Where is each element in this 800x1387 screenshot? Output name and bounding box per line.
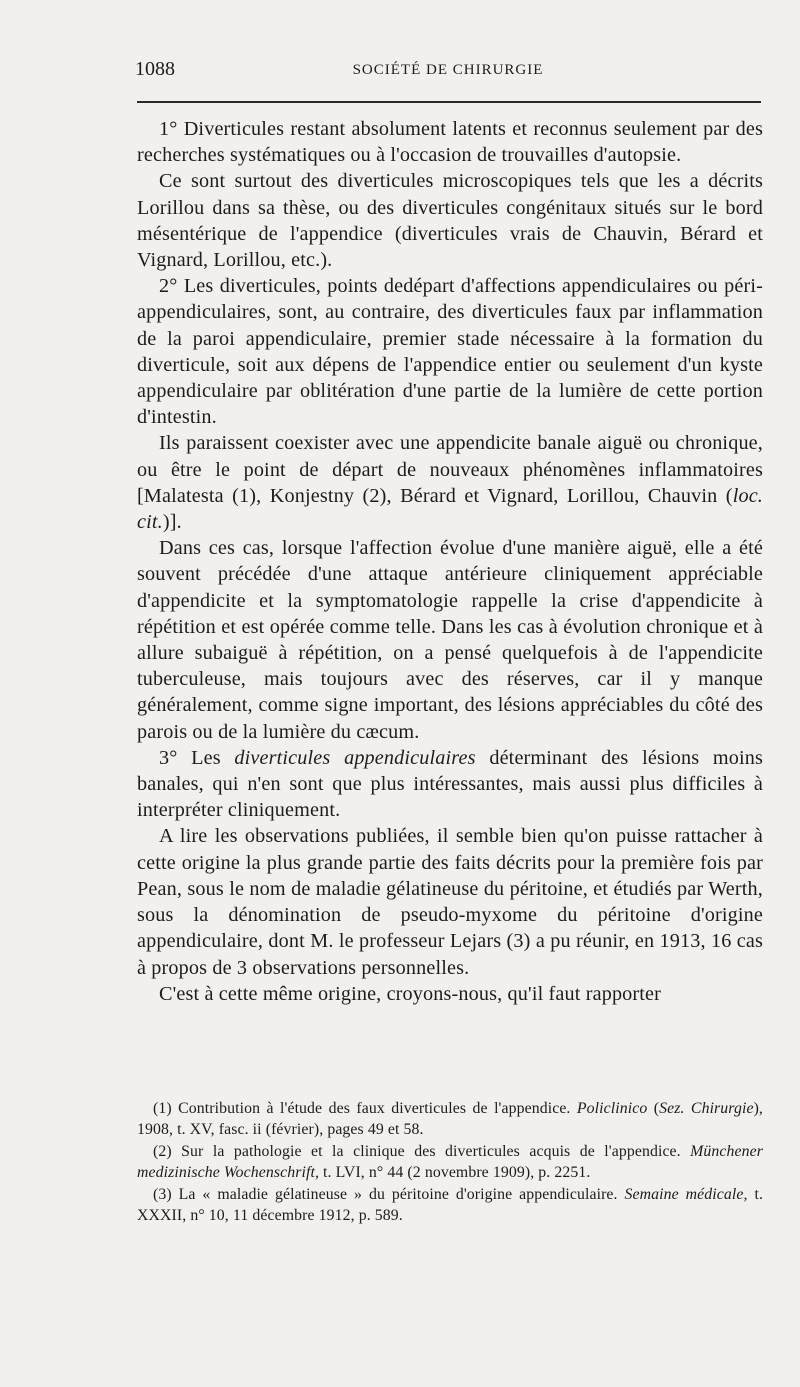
- paragraph-6-text-b: déterminant des lésions moins banales, qui n'en sont que plus intéressantes, mais aussi plus difficiles à interpréter cliniquement.: [137, 746, 764, 822]
- paragraph-5: Dans ces cas, lorsque l'affection évolue d'une manière aiguë, elle a été souvent précédée d'une attaque antérieure cliniquement appréciable d'appendicite et la symptomatologie rappelle la crise d'appendicite à répétition et est opérée comme telle. Dans les cas à évolution chronique et à allure subaiguë à répétition, on a pensé quelquefois à de l'appendicite tuberculeuse, mais toujours avec des réserves, car il y manque généralement, comme signe important, des lésions appréciables du côté des parois ou de la lumière du cæcum.: [137, 537, 763, 743]
- paragraph-4-italic: loc. cit.: [137, 484, 763, 534]
- footnote-1-italic-1: Policlinico: [576, 1100, 648, 1117]
- footnote-3: [137, 1184, 763, 1227]
- page-number: 1088: [135, 58, 175, 80]
- paragraph-4: [137, 430, 763, 535]
- footnote-1-text-c: ), 1908, t. XV, fasc. ii (février), pages 49 et 58.: [137, 1100, 763, 1139]
- footnote-1-text-a: (1) Contribution à l'étude des faux diverticules de l'appendice.: [153, 1100, 577, 1117]
- footnote-1-text-b: (: [647, 1100, 660, 1117]
- paragraph-1: 1° Diverticules restant absolument latents et reconnus seulement par des recherches systématiques ou à l'occasion de trouvailles d'autopsie.: [137, 118, 763, 167]
- paragraph-6-italic: diverticules appendiculaires: [234, 746, 476, 769]
- footnote-1-italic-2: Sez. Chirurgie: [659, 1100, 754, 1117]
- footnote-2-text-a: (2) Sur la pathologie et la clinique des diverticules acquis de l'appendice.: [153, 1142, 691, 1160]
- running-title: SOCIÉTÉ DE CHIRURGIE: [352, 62, 544, 78]
- footnotes: [137, 1098, 763, 1226]
- paragraph-4-text-a: Ils paraissent coexister avec une appendicite banale aiguë ou chronique, ou être le point de départ de nouveaux phénomènes inflammatoires [Malatesta (1), Konjestny (2), Bérard et Vignard, Lorillou, Chauvin (: [137, 432, 763, 507]
- page-header: [133, 58, 763, 88]
- footnote-2-italic: Münchener medizinische Wochenschrift,: [137, 1142, 763, 1182]
- footnote-3-text-a: (3) La « maladie gélatineuse » du péritoine d'origine appendiculaire.: [153, 1185, 625, 1203]
- header-rule: [137, 101, 761, 103]
- paragraph-3: 2° Les diverticules, points dedépart d'affections appendiculaires ou péri-appendiculaires, sont, au contraire, des diverticules faux par inflammation de la paroi appendiculaire, premier stade nécessaire à la formation du diverticule, soit aux dépens de l'appendice entier ou seulement d'un kyste appendiculaire par oblitération d'une partie de la lumière de cette portion d'intestin.: [137, 275, 763, 429]
- paragraph-7: A lire les observations publiées, il semble bien qu'on puisse rattacher à cette origine la plus grande partie des faits décrits pour la première fois par Pean, sous le nom de maladie gélatineuse du péritoine, et étudiés par Werth, sous la dénomination de pseudo-myxome du péritoine d'origine appendiculaire, dont M. le professeur Lejars (3) a pu réunir, en 1913, 16 cas à propos de 3 observations personnelles.: [137, 825, 763, 979]
- paragraph-6-text-a: 3° Les: [159, 746, 235, 769]
- footnote-3-text-b: t. XXXII, n° 10, 11 décembre 1912, p. 589.: [137, 1185, 764, 1225]
- main-text: [137, 116, 763, 1007]
- footnote-3-italic: Semaine médicale,: [624, 1185, 748, 1203]
- footnote-1: [137, 1098, 763, 1141]
- paragraph-6: [137, 745, 763, 824]
- footnote-2: [137, 1141, 763, 1184]
- paragraph-8: C'est à cette même origine, croyons-nous, qu'il faut rapporter: [159, 982, 662, 1005]
- paragraph-4-text-b: )].: [162, 511, 182, 534]
- footnote-2-text-b: t. LVI, n° 44 (2 novembre 1909), p. 2251.: [319, 1164, 591, 1182]
- paragraph-2: Ce sont surtout des diverticules microscopiques tels que les a décrits Lorillou dans sa thèse, ou des diverticules congénitaux situés sur le bord mésentérique de l'appendice (diverticules vrais de Chauvin, Bérard et Vignard, Lorillou, etc.).: [137, 170, 763, 272]
